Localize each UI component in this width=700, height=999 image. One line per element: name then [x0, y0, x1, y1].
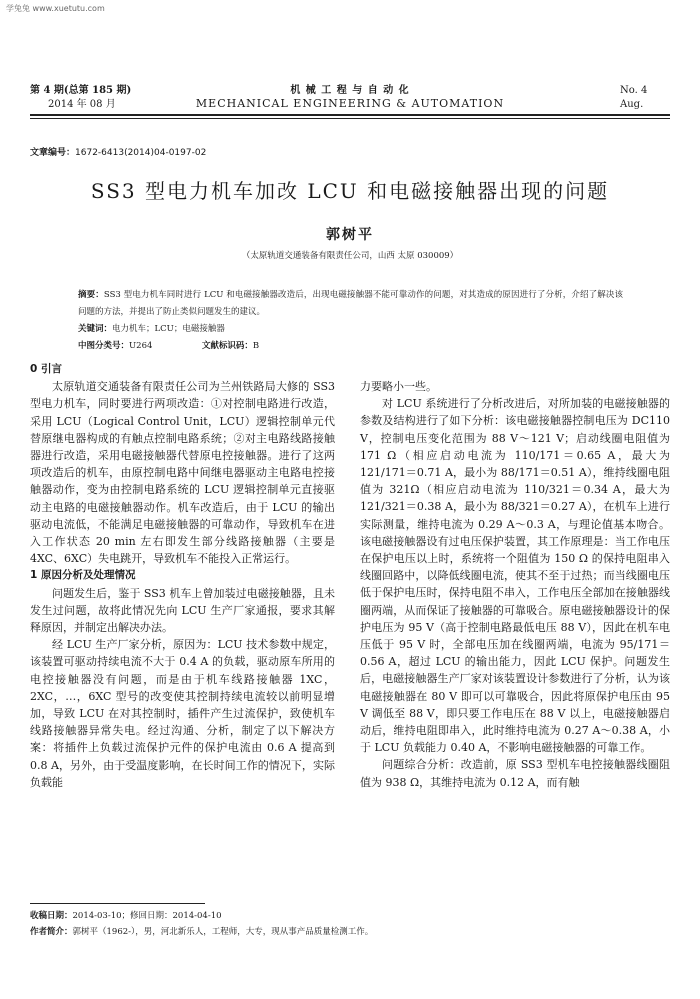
author-affiliation: （太原轨道交通装备有限责任公司，山西 太原 030009）: [241, 251, 459, 261]
issue-number: 第 4 期(总第 185 期): [30, 85, 132, 96]
journal-name-cn: 机 械 工 程 与 自 动 化: [290, 85, 410, 96]
section-heading-analysis: 1 原因分析及处理情况: [30, 569, 136, 582]
footnote-author: [30, 925, 373, 937]
paragraph-analysis-3: 对 LCU 系统进行了分析改进后，对所加装的电磁接触器的参数及结构进行了如下分析：该电磁接触器控制电压为 DC110 V，控制电压变化范围为 88 V～121 V；启动线圈电阻值为 171 Ω（相应启动电流为 110/171＝0.65 A，最大为 121/171＝0.71 A，最小为 88/171＝0.51 A），维持线圈电阻值为 321Ω（相应启动电流为 110/321＝0.34 A，最大为 121/321＝0.38 A，最小为 88/321＝0.27 A），在机车上进行实际测量，维持电流为 0.29 A～0.3 A，与理论值基本吻合。该电磁接触器设有过电压保护装置，其工作原理是：当工作电压在保护电压以上时，系统将一个阻值为 150 Ω 的保持电阻串入线圈回路中，以降低线圈电流，使其不至于过热；而当线圈电压低于保护电压时，保持电阻不串入，工作电压全部加在接触器线圈两端，从而保证了接触器的可靠吸合。原电磁接触器设计的保护电压为 95 V（高于控制电路最低电压 88 V），因此在机车电压低于 95 V 时，全部电压加在线圈两端，电流为 95/171＝0.56 A，超过 LCU 的输出能力，因此 LCU 保护。问题发生后，电磁接触器生产厂家对该装置设计参数进行了分析，认为该电磁接触器在 80 V 即可以可靠吸合，因此将原保护电压由 95 V 调低至 88 V，即只要工作电压在 88 V 以上，电磁接触器启动后，维持电阻即串入，此时维持电流为 0.27 A～0.38 A，小于 LCU 负载能力 0.40 A，不影响电磁接触器的可靠工作。: [360, 397, 670, 755]
issue-date: 2014 年 08 月: [48, 99, 116, 110]
article-number: [30, 145, 206, 158]
keywords-value: 电力机车；LCU；电磁接触器: [112, 324, 225, 334]
watermark-text: 学兔兔 www.xuetutu.com: [6, 4, 105, 13]
classification: [78, 339, 259, 351]
classification-label: 中图分类号：: [78, 341, 130, 351]
issue-no-en: No. 4: [620, 85, 648, 96]
abstract: [78, 287, 623, 321]
keywords-label: 关键词：: [78, 324, 113, 334]
header-rule-thick: [30, 114, 670, 116]
footnote-received: [30, 909, 222, 921]
paragraph-analysis-2: 经 LCU 生产厂家分析，原因为：LCU 技术参数中规定，该装置可驱动持续电流不大于 0.4 A 的负载，驱动原车所用的电控接触器没有问题，而是由于机车线路接触器 1XC，2XC，…，6XC 型号的改变使其控制持续电流较以前明显增加，导致 LCU 在对其控制时，插件产生过流保护，致使机车线路接触器异常失电。经过沟通、分析，制定了以下解决方案：将插件上负载过流保护元件的保护电流由 0.6 A 提高到 0.8 A，另外，由于受温度影响，在长时间工作的情况下，实际负载能: [30, 638, 335, 789]
received-label: 收稿日期：: [30, 911, 73, 921]
author-name: 郭树平: [326, 227, 374, 243]
paragraph-intro: 太原轨道交通装备有限责任公司为兰州铁路局大修的 SS3 型电力机车，同时要进行两项改造：①对控制电路进行改造，采用 LCU（Logical Control Unit，LCU）逻辑控制单元代替原继电器构成的有触点控制电路系统；②对主电路线路接触器进行改造，采用电磁接触器代替原电控接触器。进行了这两项改造后的机车，由原控制电路中间继电器驱动主电路电控接触器动作，变为由控制电路系统的 LCU 逻辑控制单元直接驱动主电路的电磁接触器动作。机车改造后，由于 LCU 的输出驱动电流低，不能满足电磁接触器的可靠动作，导致机车在进入工作状态 20 min 左右即发生部分线路接触器（主要是 4XC、6XC）失电跳开，导致机车不能投入正常运行。: [30, 380, 335, 566]
footnote-rule: [30, 903, 205, 904]
body-column-left: [30, 361, 335, 791]
doc-code-value: B: [252, 341, 260, 351]
paper-title: SS3 型电力机车加改 LCU 和电磁接触器出现的问题: [90, 179, 610, 203]
received-value: 2014-03-10；修回日期：2014-04-10: [72, 911, 222, 921]
doc-code-label: 文献标识码：: [201, 341, 253, 351]
author-info-label: 作者简介：: [30, 927, 73, 937]
author-info-value: 郭树平（1962-），男，河北新乐人，工程师，大专，现从事产品质量检测工作。: [72, 927, 374, 937]
article-number-label: 文章编号：: [30, 148, 76, 158]
header-rule-thin: [30, 118, 670, 119]
abstract-text: SS3 型电力机车同时进行 LCU 和电磁接触器改造后，出现电磁接触器不能可靠动作的问题，对其造成的原因进行了分析，介绍了解决该问题的方法，并提出了防止类似问题发生的建议。: [78, 290, 623, 317]
article-number-value: 1672-6413(2014)04-0197-02: [75, 148, 207, 158]
journal-name-en: MECHANICAL ENGINEERING & AUTOMATION: [195, 97, 505, 110]
section-heading-intro: 0 引言: [30, 363, 62, 375]
paragraph-analysis-4: 问题综合分析：改造前，原 SS3 型机车电控接触器线圈阻值为 938 Ω，其维持电流为 0.12 A，而有触: [360, 758, 670, 789]
body-column-right: [360, 378, 670, 791]
issue-month-en: Aug.: [620, 99, 644, 110]
paragraph-analysis-2-cont: 力要略小一些。: [360, 380, 437, 393]
classification-value: U264: [129, 341, 153, 351]
abstract-label: 摘要：: [78, 290, 104, 300]
paragraph-analysis-1: 问题发生后，鉴于 SS3 机车上曾加装过电磁接触器，且未发生过问题，故将此情况先向 LCU 生产厂家通报，要求其解释原因，并制定出解决办法。: [30, 586, 335, 635]
keywords: [78, 322, 225, 334]
